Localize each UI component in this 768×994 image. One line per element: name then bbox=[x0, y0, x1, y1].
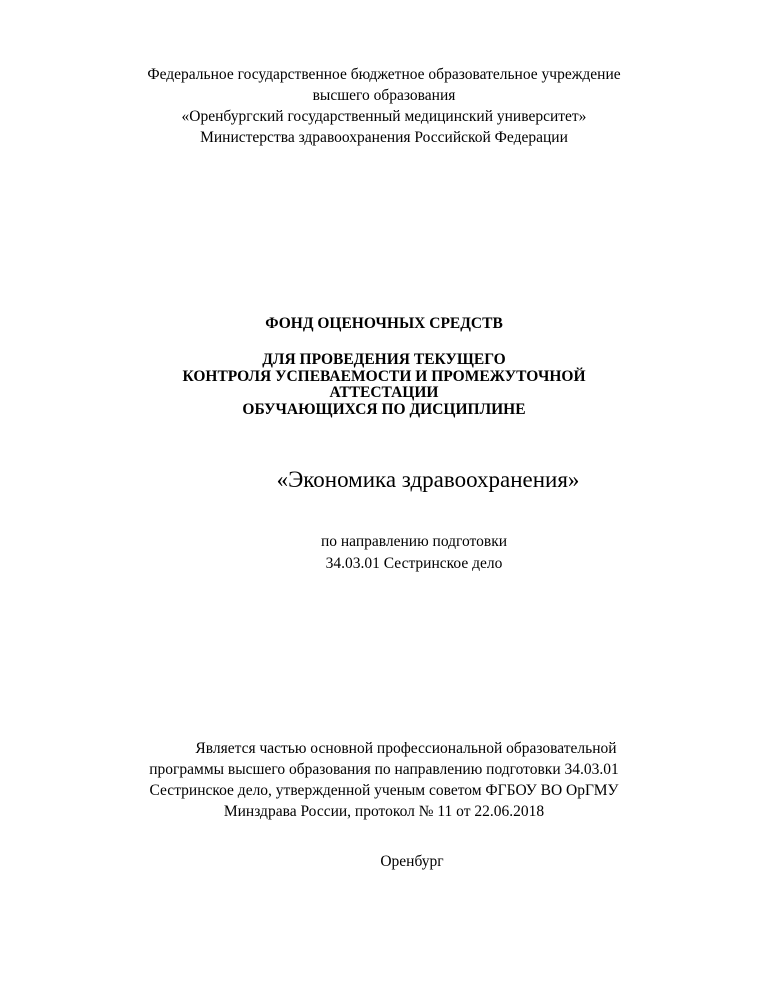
header-line-3: «Оренбургский государственный медицинский университет» bbox=[181, 108, 587, 125]
purpose-line-1: ДЛЯ ПРОВЕДЕНИЯ ТЕКУЩЕГО bbox=[262, 351, 506, 368]
purpose-line-3: АТТЕСТАЦИИ bbox=[329, 384, 439, 401]
header-line-4: Министерства здравоохранения Российской Федерации bbox=[200, 129, 568, 146]
header-line-1: Федеральное государственное бюджетное образовательное учреждение bbox=[147, 66, 621, 83]
city-name: Оренбург bbox=[380, 853, 444, 870]
document-title bbox=[0, 313, 768, 334]
note-line-4: Минздрава России, протокол № 11 от 22.06.2018 bbox=[223, 803, 545, 820]
header-line-2: высшего образования bbox=[312, 87, 456, 104]
discipline-title: «Экономика здравоохранения» bbox=[276, 467, 580, 492]
note-line-2: программы высшего образования по направлению подготовки 34.03.01 bbox=[149, 761, 619, 778]
note-line-3: Сестринское дело, утвержденной ученым советом ФГБОУ ВО ОрГМУ bbox=[149, 782, 619, 799]
note-line-1: Является частью основной профессиональной образовательной bbox=[195, 740, 617, 757]
training-direction bbox=[30, 531, 768, 575]
direction-program: 34.03.01 Сестринское дело bbox=[325, 555, 503, 572]
institution-header bbox=[0, 64, 768, 148]
program-note bbox=[0, 738, 768, 822]
fos-title-line: ФОНД ОЦЕНОЧНЫХ СРЕДСТВ bbox=[265, 315, 503, 332]
document-purpose bbox=[0, 352, 768, 418]
direction-label: по направлению подготовки bbox=[320, 533, 508, 550]
city-footer bbox=[28, 851, 768, 872]
discipline-name bbox=[44, 466, 768, 494]
purpose-line-4: ОБУЧАЮЩИХСЯ ПО ДИСЦИПЛИНЕ bbox=[242, 400, 526, 418]
purpose-line-2: КОНТРОЛЯ УСПЕВАЕМОСТИ И ПРОМЕЖУТОЧНОЙ bbox=[182, 367, 586, 385]
